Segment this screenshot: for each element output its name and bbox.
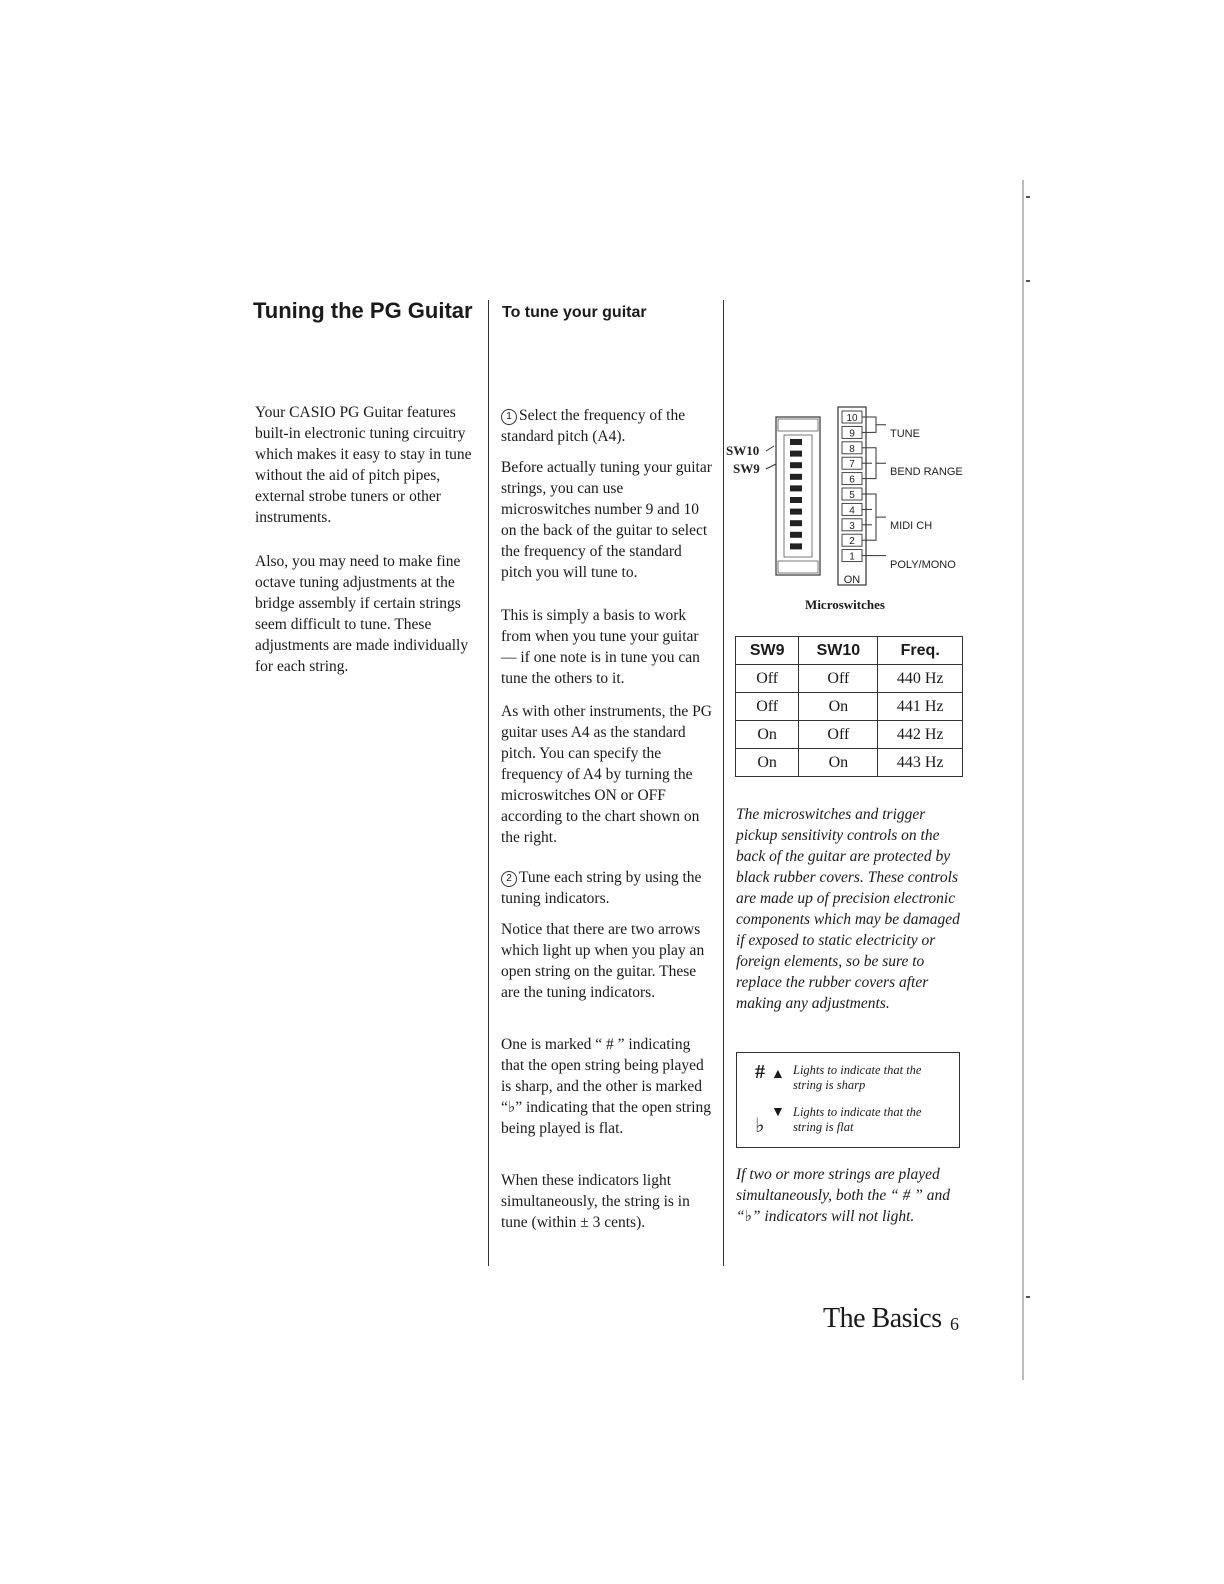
switch-number: 5 xyxy=(849,490,855,501)
sharp-symbol: # xyxy=(755,1061,765,1083)
switch-number: 6 xyxy=(849,474,855,486)
step1-number: 1 xyxy=(501,409,517,425)
step1-paragraph-3: As with other instruments, the PG guitar uses A4 as the standard pitch. You can specify the frequency of A4 by turning the microswitches ON or OFF according to the chart shown on the right. xyxy=(501,703,712,846)
table-row xyxy=(736,665,963,693)
switch-lever xyxy=(790,520,802,526)
scan-mark xyxy=(1026,196,1030,198)
table-cell: 443 Hz xyxy=(878,749,963,777)
step1-paragraph-2: This is simply a basis to work from when you tune your guitar — if one note is in tune you can tune the others to it. xyxy=(501,607,700,687)
step2-paragraph-3: When these indicators light simultaneously, the string is in tune (within ± 3 cents). xyxy=(501,1172,690,1231)
header-sw9: SW9 xyxy=(736,637,799,665)
table-row xyxy=(736,749,963,777)
switch-lever xyxy=(790,509,802,515)
multiple-strings-note: If two or more strings are played simultaneously, both the “ # ” and “♭” indicators will not light. xyxy=(736,1166,950,1225)
table-cell: 440 Hz xyxy=(878,665,963,693)
switch-lever xyxy=(790,474,802,480)
sw10-pointer xyxy=(766,446,774,451)
scan-edge xyxy=(1022,180,1024,1380)
intro-paragraph-2: Also, you may need to make fine octave tuning adjustments at the bridge assembly if certain strings seem difficult to tune. These adjustments are made individually for each string. xyxy=(255,553,469,675)
scan-mark xyxy=(1026,1296,1030,1298)
switch-lever xyxy=(790,451,802,457)
table-cell: On xyxy=(736,749,799,777)
section-subtitle: To tune your guitar xyxy=(502,304,647,321)
table-cell: Off xyxy=(799,665,878,693)
step1-paragraph-1: Before actually tuning your guitar strings, you can use microswitches number 9 and 10 on the back of the guitar to select the frequency of the standard pitch you will tune to. xyxy=(501,459,712,581)
switch-number: 1 xyxy=(849,551,855,563)
switch-lever xyxy=(790,497,802,503)
flat-symbol: ♭ xyxy=(755,1115,765,1137)
step2-number: 2 xyxy=(501,871,517,887)
sw9-pointer xyxy=(766,464,776,469)
step2-paragraph-1: Notice that there are two arrows which light up when you play an open string on the guitar. These are the tuning indicators. xyxy=(501,921,705,1001)
page-number: 6 xyxy=(950,1314,959,1334)
table-cell: Off xyxy=(736,693,799,721)
switch-number: 2 xyxy=(849,536,855,548)
switch-top-pins xyxy=(778,419,818,431)
switch-levers xyxy=(790,439,802,549)
table-cell: 441 Hz xyxy=(878,693,963,721)
down-arrow-icon: ▼ xyxy=(771,1105,785,1120)
switch-number: 3 xyxy=(849,520,855,532)
switch-lever xyxy=(790,532,802,538)
header-freq: Freq. xyxy=(878,637,963,665)
switch-lever xyxy=(790,462,802,468)
header-sw10: SW10 xyxy=(799,637,878,665)
table-cell: On xyxy=(799,693,878,721)
footer-section-title: The Basics xyxy=(823,1303,942,1334)
sharp-description: Lights to indicate that the string is sharp xyxy=(793,1063,922,1092)
switch-lever xyxy=(790,439,802,445)
step1-heading xyxy=(501,405,715,447)
table-header-row xyxy=(736,637,963,665)
step1-text: Select the frequency of the standard pitch (A4). xyxy=(501,407,686,445)
switch-lever xyxy=(790,543,802,549)
table-cell: On xyxy=(736,721,799,749)
group-label-bend-range: BEND RANGE xyxy=(890,466,963,478)
switch-lever xyxy=(790,485,802,491)
switch-bottom-pins xyxy=(778,561,818,573)
table-row xyxy=(736,721,963,749)
step2-heading xyxy=(501,867,715,909)
table-row xyxy=(736,693,963,721)
rubber-cover-note: The microswitches and trigger pickup sensitivity controls on the back of the guitar are protected by black rubber covers. These controls are made up of precision electronic components which may be damaged if exposed to static electricity or foreign elements, so be sure to replace the rubber covers after making any adjustments. xyxy=(736,806,960,1012)
group-label-poly-mono: POLY/MONO xyxy=(890,559,956,571)
diagram-caption: Microswitches xyxy=(805,597,885,612)
group-bracket xyxy=(872,417,886,432)
on-label: ON xyxy=(843,574,861,586)
sw10-label: SW10 xyxy=(726,443,760,458)
microswitch-diagram xyxy=(722,405,972,610)
intro-paragraph-1: Your CASIO PG Guitar features built-in electronic tuning circuitry which makes it easy to stay in tune without the aid of pitch pipes, external strobe tuners or other instruments. xyxy=(255,404,472,526)
switch-number: 9 xyxy=(849,428,855,440)
flat-description: Lights to indicate that the string is flat xyxy=(793,1105,922,1134)
step2-paragraph-2: One is marked “ # ” indicating that the open string being played is sharp, and the other is marked “♭” indicating that the open string being played is flat. xyxy=(501,1036,712,1137)
group-brackets xyxy=(872,417,886,556)
switch-number-boxes xyxy=(842,411,872,563)
switch-number: 10 xyxy=(846,413,858,424)
group-label-midi-ch: MIDI CH xyxy=(890,520,933,532)
group-label-tune: TUNE xyxy=(890,428,920,440)
table-cell: 442 Hz xyxy=(878,721,963,749)
switch-number: 8 xyxy=(849,443,855,455)
sw9-label: SW9 xyxy=(733,461,760,476)
indicator-legend xyxy=(736,1052,960,1148)
scan-mark xyxy=(1026,280,1030,282)
table-cell: On xyxy=(799,749,878,777)
group-bracket xyxy=(872,494,886,540)
switch-number: 7 xyxy=(849,459,855,471)
table-cell: Off xyxy=(799,721,878,749)
column-divider-left xyxy=(488,300,489,1266)
page-title: Tuning the PG Guitar xyxy=(253,298,473,323)
up-arrow-icon: ▲ xyxy=(771,1067,785,1082)
group-bracket xyxy=(872,448,886,479)
frequency-table xyxy=(735,636,963,777)
switch-number: 4 xyxy=(849,505,855,517)
step2-text: Tune each string by using the tuning indicators. xyxy=(501,869,702,907)
table-cell: Off xyxy=(736,665,799,693)
